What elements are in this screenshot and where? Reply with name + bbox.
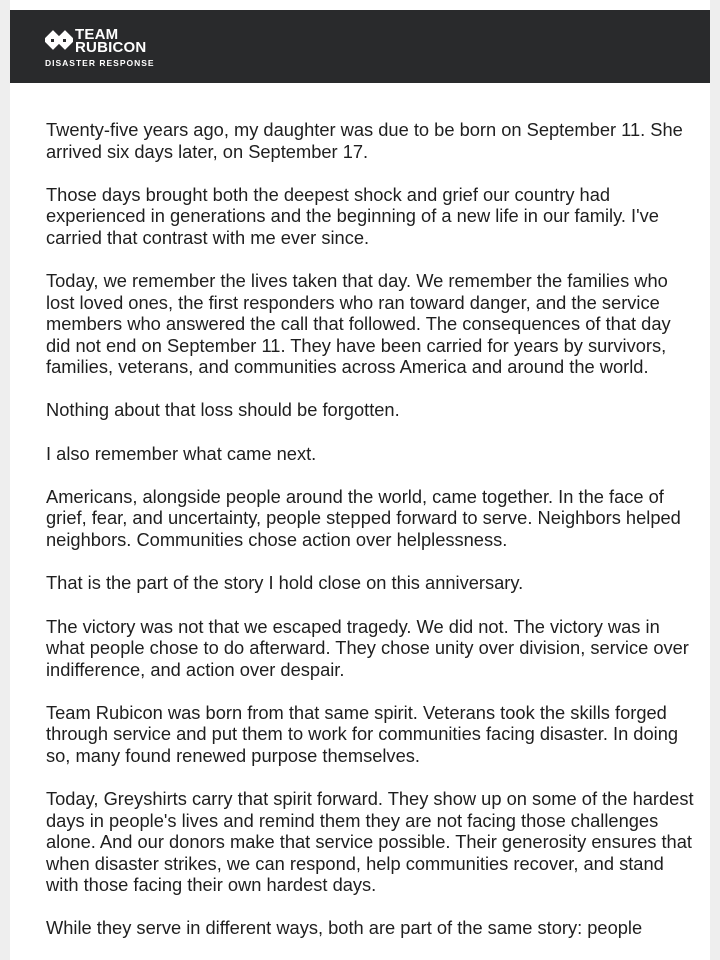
body-paragraph: The victory was not that we escaped tragedy. We did not. The victory was in what people chose to do afterward. They chose unity over division, service over indifference, and action over despair. — [46, 615, 689, 680]
body-paragraph: Today, Greyshirts carry that spirit forward. They show up on some of the hardest days in people's lives and remind them they are not facing those challenges alone. And our donors make that service possible. Their generosity ensures that when disaster strikes, we can respond, help communities recover, and stand with those facing their own hardest days. — [46, 788, 694, 896]
email-body — [46, 119, 696, 960]
body-paragraph: While they serve in different ways, both are part of the same story: people — [46, 917, 643, 939]
email-page — [10, 0, 710, 960]
body-paragraph: Nothing about that loss should be forgotten. — [46, 399, 400, 421]
email-header — [10, 10, 710, 83]
team-rubicon-mark-icon — [45, 27, 73, 55]
body-paragraph: Twenty-five years ago, my daughter was due to be born on September 11. She arrived six days later, on September 17. — [46, 119, 683, 162]
logo-line-rubicon: RUBICON — [75, 39, 147, 56]
body-paragraph: Those days brought both the deepest shock and grief our country had experienced in generations and the beginning of a new life in our family. I've carried that contrast with me ever since. — [46, 183, 659, 248]
body-paragraph: Today, we remember the lives taken that day. We remember the families who lost loved ones, the first responders who ran toward danger, and the service members who answered the call that followed. The consequences of that day did not end on September 11. They have been carried for years by survivors, families, veterans, and communities across America and around the world. — [46, 270, 671, 378]
body-paragraph: Team Rubicon was born from that same spirit. Veterans took the skills forged through service and put them to work for communities facing disaster. In doing so, many found renewed purpose themselves. — [46, 701, 679, 766]
body-paragraph: Americans, alongside people around the world, came together. In the face of grief, fear, and uncertainty, people stepped forward to serve. Neighbors helped neighbors. Communities chose action over helplessness. — [46, 485, 681, 550]
logo-tagline: DISASTER RESPONSE — [45, 58, 155, 68]
body-paragraph: I also remember what came next. — [46, 442, 317, 464]
team-rubicon-logo[interactable] — [45, 26, 185, 70]
body-paragraph: That is the part of the story I hold close on this anniversary. — [46, 572, 524, 594]
logo-line-team: TEAM — [75, 26, 119, 43]
